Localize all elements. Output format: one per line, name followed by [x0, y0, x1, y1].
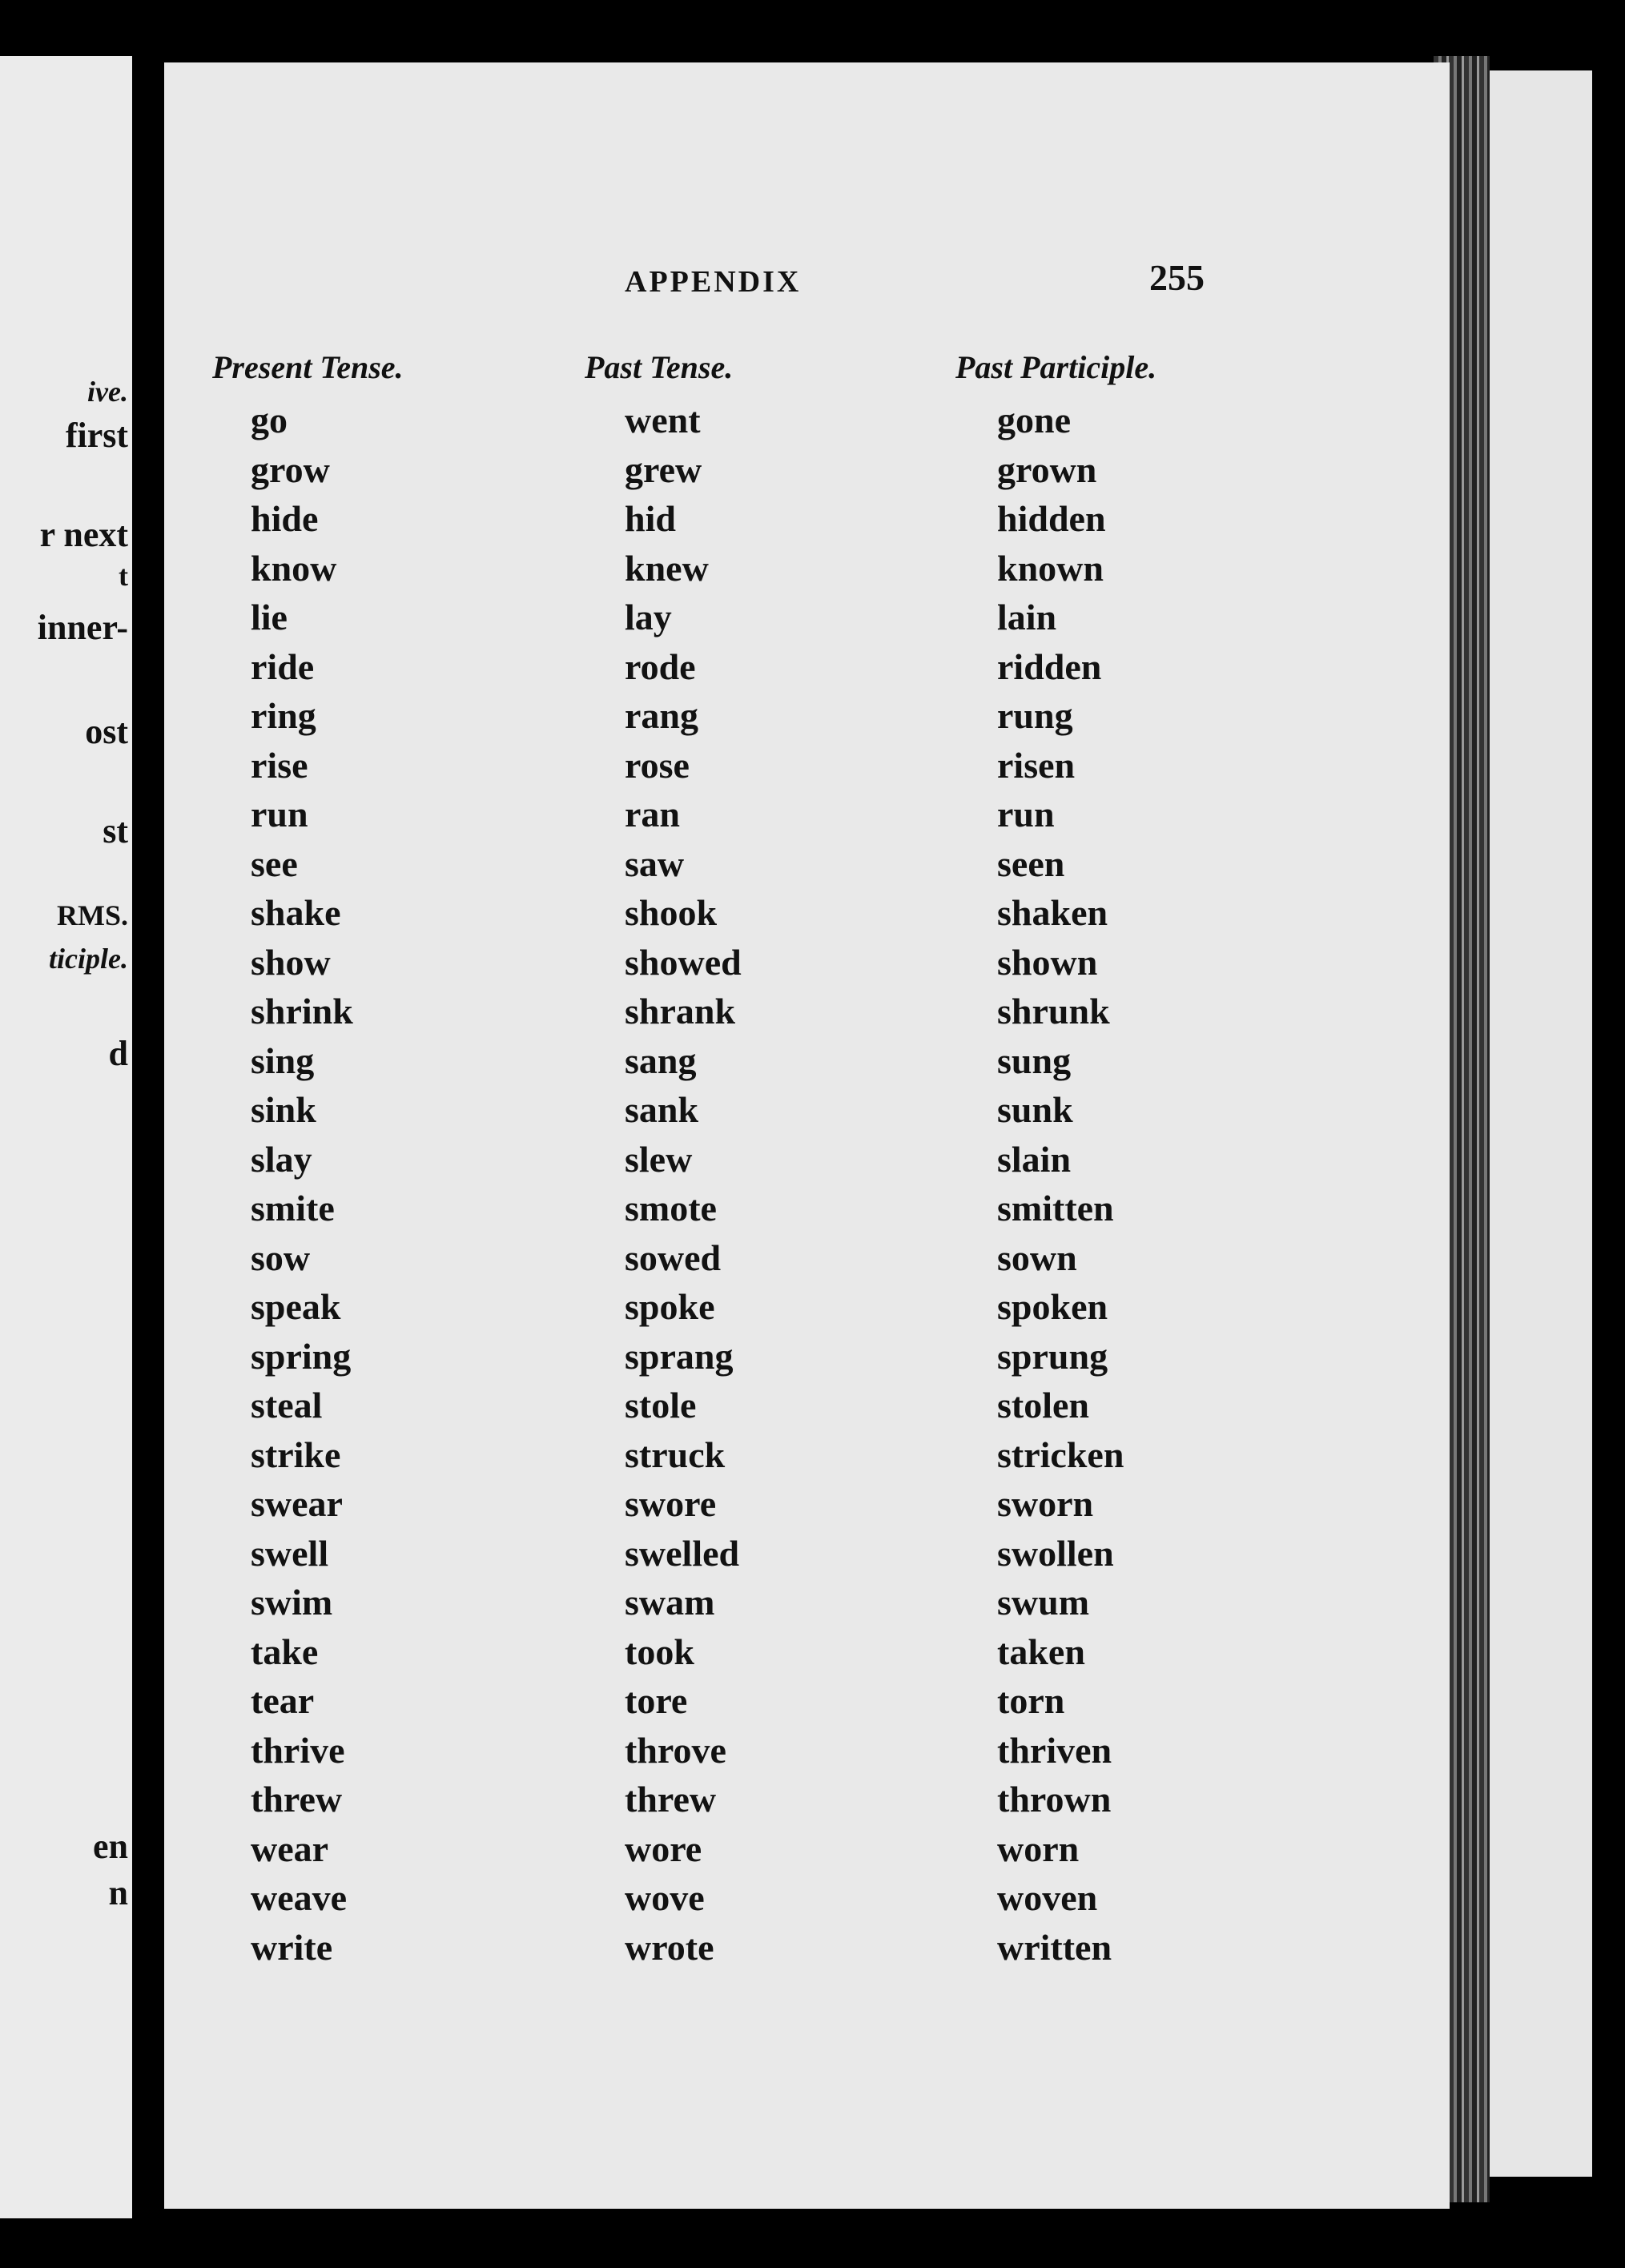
past-tense-cell: went [625, 400, 701, 440]
present-tense-cell: ride [251, 645, 315, 687]
verb-row [164, 1384, 1366, 1432]
past-participle-cell: taken [997, 1631, 1085, 1672]
past-tense-cell: sank [625, 1089, 699, 1130]
previous-page-fragment [0, 56, 132, 2218]
past-participle-cell: stricken [997, 1434, 1124, 1475]
left-page-fragment: n [108, 1873, 128, 1912]
present-tense-cell: ring [251, 695, 316, 736]
verb-row [164, 645, 1366, 694]
past-participle-cell: woven [997, 1877, 1098, 1918]
present-tense-cell: weave [251, 1877, 348, 1918]
past-tense-cell: ran [625, 794, 680, 834]
left-page-fragment: ost [85, 712, 128, 751]
left-page-fragment: RMS. [57, 899, 128, 931]
verb-row [164, 1631, 1366, 1679]
verb-row [164, 1335, 1366, 1383]
verb-row [164, 1778, 1366, 1826]
verb-row [164, 1532, 1366, 1580]
past-tense-cell: sang [625, 1040, 697, 1081]
present-tense-cell: run [251, 794, 308, 834]
past-participle-cell: gone [997, 400, 1071, 440]
past-tense-cell: threw [625, 1779, 717, 1820]
present-tense-cell: wear [251, 1828, 329, 1869]
verb-row [164, 744, 1366, 792]
verb-row [164, 1285, 1366, 1333]
past-tense-cell: slew [625, 1138, 693, 1180]
past-tense-cell: swelled [625, 1532, 740, 1574]
verb-row [164, 1088, 1366, 1136]
present-tense-cell: sink [251, 1089, 316, 1130]
verb-row [164, 1187, 1366, 1235]
verb-row [164, 497, 1366, 545]
present-tense-cell: sing [251, 1040, 315, 1081]
column-header-participle: Past Participle. [955, 349, 1157, 385]
present-tense-cell: write [251, 1926, 333, 1968]
book-page [164, 62, 1450, 2209]
verb-row [164, 842, 1366, 891]
past-participle-cell: swum [997, 1582, 1090, 1623]
past-participle-cell: rung [997, 695, 1073, 736]
present-tense-cell: show [251, 941, 331, 983]
past-tense-cell: struck [625, 1434, 726, 1475]
past-participle-cell: grown [997, 448, 1097, 490]
present-tense-cell: smite [251, 1188, 335, 1228]
past-tense-cell: lay [625, 597, 672, 637]
past-participle-cell: sprung [997, 1335, 1108, 1377]
left-page-fragment: first [65, 416, 128, 455]
past-tense-cell: stole [625, 1385, 697, 1426]
past-tense-cell: hid [625, 498, 676, 539]
column-header-present: Present Tense. [212, 349, 404, 385]
present-tense-cell: steal [251, 1385, 323, 1426]
past-tense-cell: wove [625, 1877, 705, 1918]
past-tense-cell: throve [625, 1729, 726, 1771]
past-tense-cell: swore [625, 1483, 717, 1524]
past-tense-cell: wore [625, 1828, 702, 1869]
left-page-fragment: ive. [87, 376, 128, 408]
left-page-fragment: en [93, 1827, 128, 1866]
present-tense-cell: strike [251, 1434, 341, 1475]
present-tense-cell: tear [251, 1680, 315, 1721]
past-tense-cell: smote [625, 1188, 717, 1228]
verb-row [164, 990, 1366, 1038]
verb-row [164, 1581, 1366, 1629]
verb-row [164, 1482, 1366, 1530]
past-participle-cell: ridden [997, 645, 1102, 687]
past-participle-cell: sown [997, 1237, 1077, 1278]
left-page-fragment: inner- [37, 608, 128, 647]
present-tense-cell: swell [251, 1532, 329, 1574]
left-page-fragment: r next [39, 515, 128, 554]
verb-row [164, 1828, 1366, 1876]
verb-row [164, 694, 1366, 742]
verb-row [164, 1729, 1366, 1777]
past-tense-cell: rode [625, 645, 696, 687]
past-participle-cell: slain [997, 1138, 1072, 1180]
past-tense-cell: shook [625, 892, 718, 933]
present-tense-cell: grow [251, 448, 330, 490]
past-tense-cell: took [625, 1631, 694, 1672]
running-head: APPENDIX [625, 265, 802, 299]
present-tense-cell: threw [251, 1779, 343, 1820]
verb-row [164, 399, 1366, 447]
left-page-fragment: st [103, 811, 128, 850]
past-participle-cell: sung [997, 1040, 1072, 1081]
past-participle-cell: known [997, 547, 1104, 589]
past-tense-cell: wrote [625, 1926, 714, 1968]
present-tense-cell: thrive [251, 1729, 345, 1771]
past-participle-cell: written [997, 1926, 1112, 1968]
past-participle-cell: risen [997, 744, 1076, 786]
verb-row [164, 448, 1366, 497]
past-participle-cell: worn [997, 1828, 1080, 1869]
past-participle-cell: sworn [997, 1483, 1094, 1524]
past-tense-cell: saw [625, 842, 685, 884]
verb-row [164, 1237, 1366, 1285]
column-header-past: Past Tense. [585, 349, 734, 385]
present-tense-cell: rise [251, 744, 308, 786]
verb-row [164, 941, 1366, 989]
present-tense-cell: shrink [251, 991, 353, 1031]
left-page-fragment: ticiple. [49, 943, 128, 975]
present-tense-cell: take [251, 1631, 319, 1672]
past-participle-cell: shaken [997, 892, 1108, 933]
past-tense-cell: tore [625, 1680, 688, 1721]
page-edge-leaves [1488, 70, 1592, 2177]
present-tense-cell: hide [251, 498, 319, 539]
verb-row [164, 1040, 1366, 1088]
past-tense-cell: sowed [625, 1237, 722, 1278]
past-participle-cell: seen [997, 842, 1065, 884]
present-tense-cell: shake [251, 892, 341, 933]
past-participle-cell: torn [997, 1680, 1065, 1721]
past-tense-cell: rose [625, 744, 690, 786]
past-participle-cell: lain [997, 597, 1057, 637]
present-tense-cell: swim [251, 1582, 333, 1623]
present-tense-cell: spring [251, 1335, 352, 1377]
verb-row [164, 596, 1366, 644]
present-tense-cell: go [251, 400, 288, 440]
verb-row [164, 1926, 1366, 1974]
past-participle-cell: spoken [997, 1286, 1108, 1327]
past-participle-cell: shown [997, 941, 1098, 983]
verb-row [164, 547, 1366, 595]
past-tense-cell: sprang [625, 1335, 734, 1377]
present-tense-cell: sow [251, 1237, 311, 1278]
past-participle-cell: stolen [997, 1385, 1089, 1426]
verb-row [164, 891, 1366, 939]
past-participle-cell: sunk [997, 1089, 1073, 1130]
past-participle-cell: swollen [997, 1532, 1114, 1574]
past-tense-cell: spoke [625, 1286, 715, 1327]
left-page-fragment: d [108, 1034, 128, 1073]
present-tense-cell: know [251, 547, 337, 589]
past-tense-cell: swam [625, 1582, 715, 1623]
past-tense-cell: shrank [625, 991, 736, 1031]
verb-row [164, 1679, 1366, 1727]
past-participle-cell: thriven [997, 1729, 1112, 1771]
present-tense-cell: speak [251, 1286, 341, 1327]
verb-row [164, 1138, 1366, 1186]
present-tense-cell: see [251, 842, 298, 884]
past-tense-cell: showed [625, 941, 742, 983]
left-page-fragment: t [119, 560, 128, 592]
past-participle-cell: hidden [997, 498, 1106, 539]
verb-row [164, 1434, 1366, 1482]
verb-row [164, 793, 1366, 841]
present-tense-cell: slay [251, 1138, 312, 1180]
page-number: 255 [1149, 257, 1205, 298]
past-participle-cell: smitten [997, 1188, 1114, 1228]
present-tense-cell: lie [251, 597, 288, 637]
past-participle-cell: run [997, 794, 1055, 834]
past-participle-cell: shrunk [997, 991, 1110, 1031]
past-tense-cell: knew [625, 547, 709, 589]
present-tense-cell: swear [251, 1483, 343, 1524]
verb-row [164, 1876, 1366, 1924]
past-participle-cell: thrown [997, 1779, 1112, 1820]
past-tense-cell: grew [625, 448, 702, 490]
past-tense-cell: rang [625, 695, 698, 736]
